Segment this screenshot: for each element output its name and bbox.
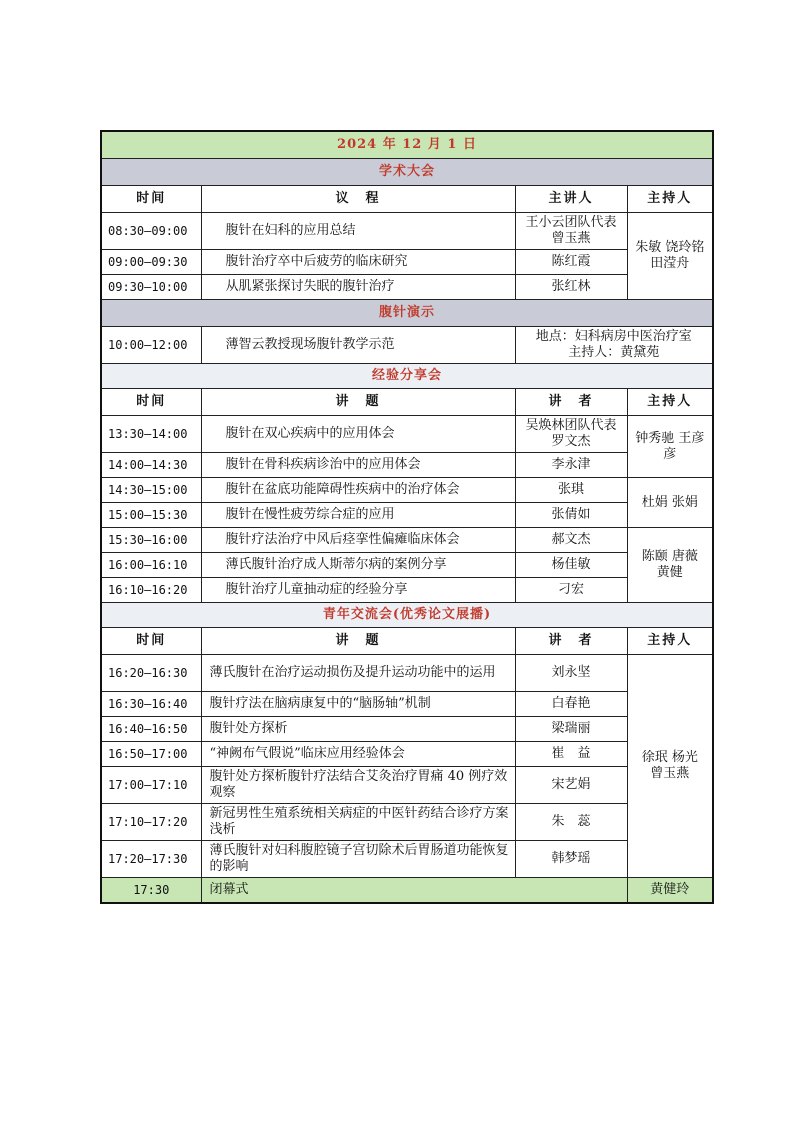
time-cell: 16:10—16:20 (101, 578, 201, 603)
topic-cell: 薄氏腹针对妇科腹腔镜子宫切除术后胃肠道功能恢复的影响 (201, 841, 515, 878)
time-cell: 16:00—16:10 (101, 553, 201, 578)
table-row (101, 478, 713, 503)
date-label: 2024 年 12 月 1 日 (101, 131, 713, 159)
speaker-cell: 张倩如 (515, 503, 627, 528)
table-row (101, 275, 713, 300)
speaker-cell: 王小云团队代表 曾玉燕 (515, 213, 627, 250)
topic-cell: 腹针在慢性疲劳综合症的应用 (201, 503, 515, 528)
time-cell: 13:30—14:00 (101, 416, 201, 453)
table-row (101, 578, 713, 603)
column-header-row (101, 389, 713, 416)
topic-cell: 薄氏腹针在治疗运动损伤及提升运动功能中的运用 (201, 655, 515, 692)
table-row (101, 327, 713, 364)
time-cell: 09:30—10:00 (101, 275, 201, 300)
speaker-cell: 李永津 (515, 453, 627, 478)
speaker-cell: 陈红霞 (515, 250, 627, 275)
topic-cell: 薄智云教授现场腹针教学示范 (201, 327, 515, 364)
col-host: 主持人 (627, 186, 713, 213)
speaker-cell: 朱 蕊 (515, 804, 627, 841)
topic-cell: 腹针在盆底功能障碍性疾病中的治疗体会 (201, 478, 515, 503)
topic-cell: 腹针在妇科的应用总结 (201, 213, 515, 250)
speaker-cell: 梁瑞丽 (515, 717, 627, 742)
schedule-table (100, 130, 714, 904)
time-cell: 16:20—16:30 (101, 655, 201, 692)
speaker-cell: 白春艳 (515, 692, 627, 717)
section-header-demo (101, 300, 713, 327)
table-row (101, 742, 713, 767)
topic-cell: 腹针在双心疾病中的应用体会 (201, 416, 515, 453)
col-speaker: 讲 者 (515, 389, 627, 416)
time-cell: 08:30—09:00 (101, 213, 201, 250)
closing-host: 黄健玲 (627, 878, 713, 904)
host-cell: 徐珉 杨光 曾玉燕 (627, 655, 713, 878)
col-topic: 讲 题 (201, 389, 515, 416)
speaker-cell: 张红林 (515, 275, 627, 300)
table-row (101, 453, 713, 478)
table-row (101, 655, 713, 692)
time-cell: 14:00—14:30 (101, 453, 201, 478)
col-speaker: 主讲人 (515, 186, 627, 213)
section-title: 经验分享会 (101, 364, 713, 389)
time-cell: 16:30—16:40 (101, 692, 201, 717)
column-header-row (101, 628, 713, 655)
table-row (101, 841, 713, 878)
table-row (101, 503, 713, 528)
col-topic: 讲 题 (201, 628, 515, 655)
section-header-experience (101, 364, 713, 389)
table-row (101, 767, 713, 804)
speaker-cell: 张琪 (515, 478, 627, 503)
section-header-youth (101, 603, 713, 628)
speaker-cell: 吴焕林团队代表 罗文杰 (515, 416, 627, 453)
section-title: 学术大会 (101, 159, 713, 186)
topic-cell: 腹针在骨科疾病诊治中的应用体会 (201, 453, 515, 478)
table-row (101, 804, 713, 841)
demo-host-text: 主持人：黄黛苑 (568, 345, 660, 360)
time-cell: 14:30—15:00 (101, 478, 201, 503)
topic-cell: 腹针处方探析腹针疗法结合艾灸治疗胃痛 40 例疗效观察 (201, 767, 515, 804)
table-row (101, 692, 713, 717)
speaker-cell: 韩梦瑶 (515, 841, 627, 878)
col-host: 主持人 (627, 389, 713, 416)
speaker-cell: 刁宏 (515, 578, 627, 603)
time-cell: 17:00—17:10 (101, 767, 201, 804)
time-cell: 10:00—12:00 (101, 327, 201, 364)
section-header-academic (101, 159, 713, 186)
table-row (101, 213, 713, 250)
table-row (101, 416, 713, 453)
speaker-cell: 崔 益 (515, 742, 627, 767)
speaker-cell: 郝文杰 (515, 528, 627, 553)
section-title: 青年交流会(优秀论文展播) (101, 603, 713, 628)
col-time: 时间 (101, 389, 201, 416)
col-host: 主持人 (627, 628, 713, 655)
location-text: 地点：妇科病房中医治疗室 (535, 329, 692, 344)
section-title: 腹针演示 (101, 300, 713, 327)
time-cell: 16:50—17:00 (101, 742, 201, 767)
host-cell: 钟秀驰 王彦彦 (627, 416, 713, 478)
host-cell: 陈颐 唐薇 黄健 (627, 528, 713, 603)
column-header-row (101, 186, 713, 213)
time-cell: 15:30—16:00 (101, 528, 201, 553)
topic-cell: 腹针疗法在脑病康复中的“脑肠轴”机制 (201, 692, 515, 717)
table-row (101, 717, 713, 742)
topic-cell: 新冠男性生殖系统相关病症的中医针药结合诊疗方案浅析 (201, 804, 515, 841)
time-cell: 15:00—15:30 (101, 503, 201, 528)
topic-cell: 薄氏腹针治疗成人斯蒂尔病的案例分享 (201, 553, 515, 578)
time-cell: 17:10—17:20 (101, 804, 201, 841)
location-cell (515, 327, 713, 364)
topic-cell: 腹针治疗卒中后疲劳的临床研究 (201, 250, 515, 275)
table-row (101, 528, 713, 553)
col-speaker: 讲 者 (515, 628, 627, 655)
speaker-cell: 宋艺娟 (515, 767, 627, 804)
table-row (101, 250, 713, 275)
host-cell: 杜娟 张娟 (627, 478, 713, 528)
time-cell: 09:00—09:30 (101, 250, 201, 275)
table-row (101, 553, 713, 578)
time-cell: 16:40—16:50 (101, 717, 201, 742)
col-time: 时间 (101, 628, 201, 655)
col-topic: 议 程 (201, 186, 515, 213)
speaker-cell: 刘永坚 (515, 655, 627, 692)
date-row (101, 131, 713, 159)
topic-cell: 从肌紧张探讨失眠的腹针治疗 (201, 275, 515, 300)
closing-row (101, 878, 713, 904)
host-cell: 朱敏 饶玲铭 田滢舟 (627, 213, 713, 300)
closing-time: 17:30 (101, 878, 201, 904)
topic-cell: “神阙布气假说”临床应用经验体会 (201, 742, 515, 767)
time-cell: 17:20—17:30 (101, 841, 201, 878)
speaker-cell: 杨佳敏 (515, 553, 627, 578)
topic-cell: 腹针治疗儿童抽动症的经验分享 (201, 578, 515, 603)
topic-cell: 腹针疗法治疗中风后痉挛性偏瘫临床体会 (201, 528, 515, 553)
col-time: 时间 (101, 186, 201, 213)
topic-cell: 腹针处方探析 (201, 717, 515, 742)
closing-label: 闭幕式 (201, 878, 627, 904)
